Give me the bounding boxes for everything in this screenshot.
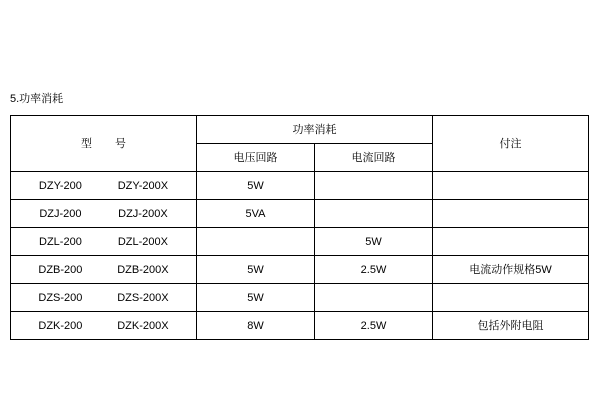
table-head xyxy=(11,116,589,172)
cell-note xyxy=(433,228,589,256)
cell-model xyxy=(11,284,197,312)
section-title: 5.功率消耗 xyxy=(10,93,64,105)
header-power-consumption: 功率消耗 xyxy=(197,116,433,144)
table-row xyxy=(11,228,589,256)
cell-current xyxy=(315,284,433,312)
model-right: DZB-200X xyxy=(117,263,169,276)
cell-model xyxy=(11,312,197,340)
cell-model xyxy=(11,228,197,256)
cell-note xyxy=(433,200,589,228)
cell-model xyxy=(11,200,197,228)
model-left: DZB-200 xyxy=(38,263,83,276)
model-left: DZK-200 xyxy=(38,319,83,332)
table-row xyxy=(11,256,589,284)
model-right: DZJ-200X xyxy=(118,207,168,220)
cell-voltage: 8W xyxy=(197,312,315,340)
cell-voltage: 5W xyxy=(197,284,315,312)
model-left: DZY-200 xyxy=(38,179,82,192)
header-voltage-circuit: 电压回路 xyxy=(197,144,315,172)
cell-model xyxy=(11,172,197,200)
table-header-row-1 xyxy=(11,116,589,144)
cell-voltage xyxy=(197,228,315,256)
power-consumption-table xyxy=(10,115,589,340)
model-right: DZY-200X xyxy=(117,179,169,192)
cell-current xyxy=(315,172,433,200)
model-left: DZL-200 xyxy=(39,235,82,248)
cell-voltage: 5VA xyxy=(197,200,315,228)
cell-current xyxy=(315,200,433,228)
table-row xyxy=(11,312,589,340)
cell-voltage: 5W xyxy=(197,256,315,284)
cell-note xyxy=(433,284,589,312)
header-model xyxy=(11,116,197,172)
table-row xyxy=(11,172,589,200)
cell-voltage: 5W xyxy=(197,172,315,200)
header-model-label: 型 号 xyxy=(81,137,132,150)
table-row xyxy=(11,284,589,312)
cell-current: 2.5W xyxy=(315,256,433,284)
model-right: DZL-200X xyxy=(117,235,168,248)
header-current-circuit: 电流回路 xyxy=(315,144,433,172)
model-left: DZJ-200 xyxy=(39,207,82,220)
header-note: 付注 xyxy=(433,116,589,172)
table-row xyxy=(11,200,589,228)
model-right: DZK-200X xyxy=(117,319,169,332)
cell-note: 电流动作规格5W xyxy=(433,256,589,284)
cell-current: 2.5W xyxy=(315,312,433,340)
cell-model xyxy=(11,256,197,284)
table-body xyxy=(11,172,589,340)
cell-note: 包括外附电阻 xyxy=(433,312,589,340)
cell-note xyxy=(433,172,589,200)
model-right: DZS-200X xyxy=(117,291,169,304)
cell-current: 5W xyxy=(315,228,433,256)
model-left: DZS-200 xyxy=(38,291,83,304)
power-consumption-table-wrapper xyxy=(10,115,588,340)
